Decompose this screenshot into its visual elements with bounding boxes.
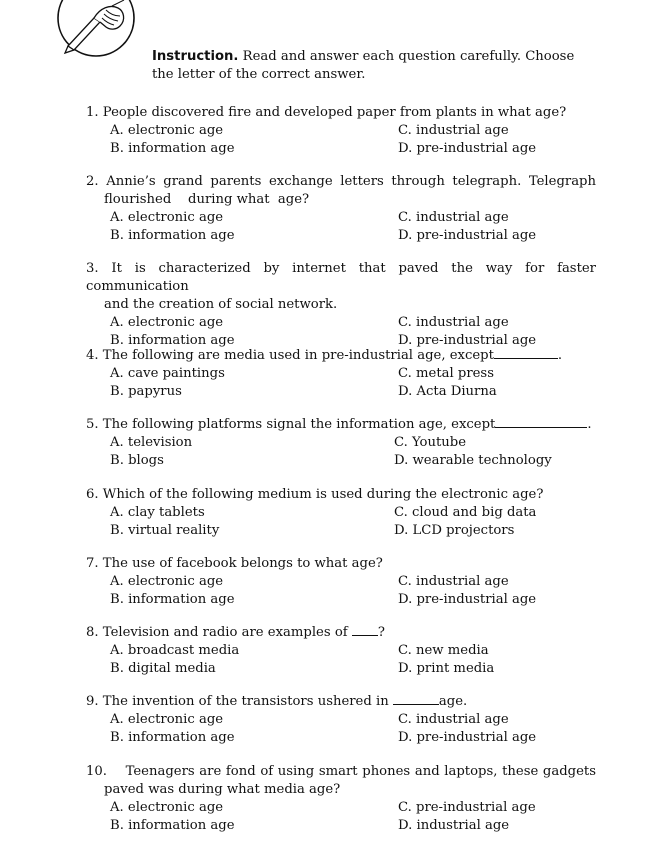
option-d[interactable]: D. LCD projectors [394, 523, 515, 538]
question-9 [86, 693, 596, 747]
question-stem: Television and radio are examples of [102, 625, 352, 640]
option-d[interactable]: D. Acta Diurna [398, 384, 497, 399]
answer-blank [494, 347, 558, 359]
option-a[interactable]: A. electronic age [110, 315, 224, 330]
option-b[interactable]: B. information age [110, 730, 235, 745]
option-c[interactable]: C. new media [398, 643, 489, 658]
option-c[interactable]: C. metal press [398, 366, 494, 381]
option-d[interactable]: D. pre-industrial age [398, 228, 537, 243]
question-stem: It is characterized by internet that paved the way for faster communication [86, 261, 596, 294]
question-number: 1. [86, 105, 99, 120]
question-stem: People discovered fire and developed paper from plants in what age? [102, 105, 567, 120]
option-c[interactable]: C. industrial age [398, 712, 509, 727]
question-stem-cont: and the creation of social network. [104, 297, 338, 312]
question-number: 2. [86, 174, 99, 189]
question-tail: age. [438, 694, 468, 709]
option-b[interactable]: B. information age [110, 141, 235, 156]
option-c[interactable]: C. cloud and big data [394, 505, 537, 520]
option-a[interactable]: A. electronic age [110, 123, 224, 138]
question-stem: The following are media used in pre-industrial age, except [102, 348, 494, 363]
question-1 [86, 104, 596, 158]
question-tail: . [557, 348, 563, 363]
option-d[interactable]: D. pre-industrial age [398, 730, 537, 745]
option-a[interactable]: A. electronic age [110, 210, 224, 225]
option-d[interactable]: D. print media [398, 661, 495, 676]
option-b[interactable]: B. blogs [110, 453, 164, 468]
option-b[interactable]: B. information age [110, 818, 235, 833]
option-c[interactable]: C. industrial age [398, 315, 509, 330]
question-5 [86, 416, 596, 470]
option-b[interactable]: B. information age [110, 592, 235, 607]
answer-blank [393, 693, 439, 705]
question-2 [86, 173, 596, 245]
question-number: 3. [86, 261, 99, 276]
question-10 [86, 763, 596, 835]
question-stem: Which of the following medium is used during the electronic age? [102, 487, 544, 502]
option-b[interactable]: B. virtual reality [110, 523, 220, 538]
question-stem: Teenagers are fond of using smart phones and laptops, these gadgets [125, 764, 596, 779]
option-c[interactable]: C. Youtube [394, 435, 467, 450]
answer-blank [352, 624, 378, 636]
instruction-text: Read and answer each question carefully. Choose the letter of the correct answer. [152, 49, 575, 82]
option-d[interactable]: D. pre-industrial age [398, 592, 537, 607]
option-b[interactable]: B. information age [110, 333, 235, 348]
option-d[interactable]: D. industrial age [398, 818, 510, 833]
option-a[interactable]: A. broadcast media [110, 643, 240, 658]
question-number: 5. [86, 417, 99, 432]
option-c[interactable]: C. industrial age [398, 123, 509, 138]
option-d[interactable]: D. pre-industrial age [398, 141, 537, 156]
option-b[interactable]: B. papyrus [110, 384, 182, 399]
question-tail: ? [377, 625, 385, 640]
question-number: 8. [86, 625, 99, 640]
option-b[interactable]: B. digital media [110, 661, 216, 676]
option-a[interactable]: A. electronic age [110, 574, 224, 589]
question-3 [86, 260, 596, 350]
question-number: 10. [86, 764, 107, 779]
question-stem: The use of facebook belongs to what age? [102, 556, 383, 571]
instruction-label: Instruction. [152, 49, 239, 64]
question-7 [86, 555, 596, 609]
question-8 [86, 624, 596, 678]
question-tail: . [587, 417, 592, 432]
option-c[interactable]: C. pre-industrial age [398, 800, 536, 815]
option-b[interactable]: B. information age [110, 228, 235, 243]
question-number: 9. [86, 694, 99, 709]
question-6 [86, 486, 596, 540]
option-d[interactable]: D. pre-industrial age [398, 333, 537, 348]
question-stem-cont: flourished during what age? [104, 192, 310, 207]
instruction [40, 48, 600, 84]
option-a[interactable]: A. cave paintings [110, 366, 225, 381]
question-stem-cont: paved was during what media age? [104, 782, 341, 797]
question-stem: Annie’s grand parents exchange letters through telegraph. Telegraph [106, 174, 596, 189]
question-number: 7. [86, 556, 99, 571]
option-c[interactable]: C. industrial age [398, 210, 509, 225]
answer-blank [495, 416, 587, 428]
question-number: 4. [86, 348, 99, 363]
option-a[interactable]: A. electronic age [110, 712, 224, 727]
option-a[interactable]: A. television [110, 435, 193, 450]
question-stem: The following platforms signal the information age, except [102, 417, 496, 432]
question-4 [86, 347, 596, 401]
option-a[interactable]: A. clay tablets [110, 505, 205, 520]
option-c[interactable]: C. industrial age [398, 574, 509, 589]
option-a[interactable]: A. electronic age [110, 800, 224, 815]
option-d[interactable]: D. wearable technology [394, 453, 552, 468]
question-stem: The invention of the transistors ushered in [102, 694, 393, 709]
question-number: 6. [86, 487, 99, 502]
